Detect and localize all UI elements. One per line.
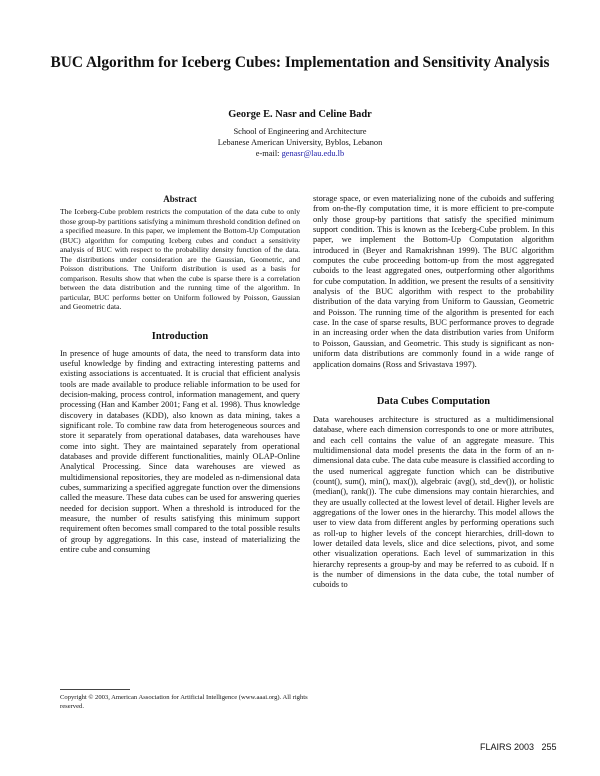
page-footer (480, 742, 560, 752)
introduction-paragraph-left: In presence of huge amounts of data, the need to transform data into useful knowledge by finding and extracting interesting patterns and existing associations is accentuated. It is crucial that efficient analysis tools are made available to produce reliable information to be used for decision-making, process control, information management, and query processing (Han and Kamber 2001; Fang et al. 1998). Thus knowledge discovery in databases (KDD), also known as data mining, takes a significant role. To combine raw data from heterogeneous sources and store it separately from operational databases, data warehouses have come into sight. They are maintained separately from operational databases and provide different functionalities, mainly OLAP-Online Analytical Processing. Since data warehouses are viewed as multidimensional repositories, they are modeled as n-dimensional data cubes, summarizing a specified aggregate function over the dimensions called the measure. These data cubes can be used for answering queries needed for decision support. When a threshold is introduced for the measure, the number of results satisfying this minimum support requirement often becomes small compared to the total possible results of group by aggregations. In this case, instead of materializing the entire cube and consuming (60, 348, 300, 555)
affiliation-email-line (40, 148, 560, 159)
data-cubes-paragraph: Data warehouses architecture is structured as a multidimensional database, where each dimension corresponds to one or more attributes, and each cell contains the value of an aggregate measure. This multidimensional data model presents the data in the form of an n-dimensional data cube. The data cube measure is classified according to the used numerical aggregate function which can be distributive (count(), sum(), min(), max()), algebraic (avg(), std_dev()), or holistic (median(), rank()). The cube dimensions may contain hierarchies, and they are usually collected at the lowest level of detail. Higher levels are aggregations of the lower ones in the hierarchy. This model allows the user to view data from different angles by performing operations such as roll-up to higher levels of the concept hierarchies, drill-down to lower detailed data levels, slice and dice selections, pivot, and some other visualization operations. Each level of summarization in this hierarchy represents a group-by and may be referred to as cuboid. If n is the number of dimensions in the data cube, the total number of cuboids to (313, 414, 555, 590)
introduction-paragraph-right: storage space, or even materializing none of the cuboids and suffering from on-the-fly computation time, it is more efficient to pre-compute only those group-by partitions that satisfy the specified minimum support condition. This is known as the Iceberg-Cube problem. In this paper, we implement the Bottom-Up Computation algorithm introduced in (Beyer and Ramakrishnan 1999). The BUC algorithm computes the cube proceeding bottom-up from the most aggregated cuboids to the least aggregated ones, outperforming other algorithms for cube computation. In addition, we present the results of a sensitivity analysis of the BUC algorithm with respect to the probability distribution of the data varying from Uniform to Gaussian, Geometric and Poisson. The running time of the algorithm is presented for each case. In the case of sparse results, BUC performance proves to degrade in an increasing order when the data distribution varies from Uniform to Poisson, Gaussian, and Geometric. This study is significant as non-uniform data distributions are commonly found in a wide range of application domains (Ross and Srivastava 1997). (313, 194, 554, 369)
paper-authors: George E. Nasr and Celine Badr (228, 109, 372, 120)
abstract-text: The Iceberg-Cube problem restricts the computation of the data cube to only those group-by partitions satisfying a minimum threshold condition defined on a specified measure. In this paper, we implement the Bottom-Up Computation (BUC) algorithm for computing Iceberg cubes and conduct a sensitivity analysis of BUC with respect to the probability density function of the data. The distributions under consideration are the Gaussian, Geometric, and Poisson distributions. The Uniform distribution is used as a basis for comparison. Results show that when the cube is sparse there is a correlation between the data distribution and the running time of the algorithm. In particular, BUC performs better on Uniform followed by Poisson, Gaussian and Geometric data. (60, 207, 300, 311)
paper-title: BUC Algorithm for Iceberg Cubes: Implementation and Sensitivity Analysis (50, 54, 550, 71)
email-link[interactable]: genasr@lau.edu.lb (281, 149, 345, 158)
page-number: 255 (541, 742, 557, 752)
footnote-divider (60, 689, 130, 690)
copyright-footnote: Copyright © 2003, American Association for Artificial Intelligence (www.aaai.org). All rights reserved. (60, 694, 308, 710)
abstract-heading: Abstract (163, 194, 197, 204)
venue-label: FLAIRS 2003 (480, 742, 535, 752)
right-column (313, 194, 554, 591)
introduction-heading: Introduction (151, 330, 209, 342)
affiliation-university: Lebanese American University, Byblos, Lebanon (217, 138, 383, 147)
affiliation-school: School of Engineering and Architecture (233, 127, 367, 136)
left-column (60, 194, 300, 555)
data-cubes-heading: Data Cubes Computation (376, 395, 491, 407)
email-label: e-mail: (255, 149, 282, 158)
